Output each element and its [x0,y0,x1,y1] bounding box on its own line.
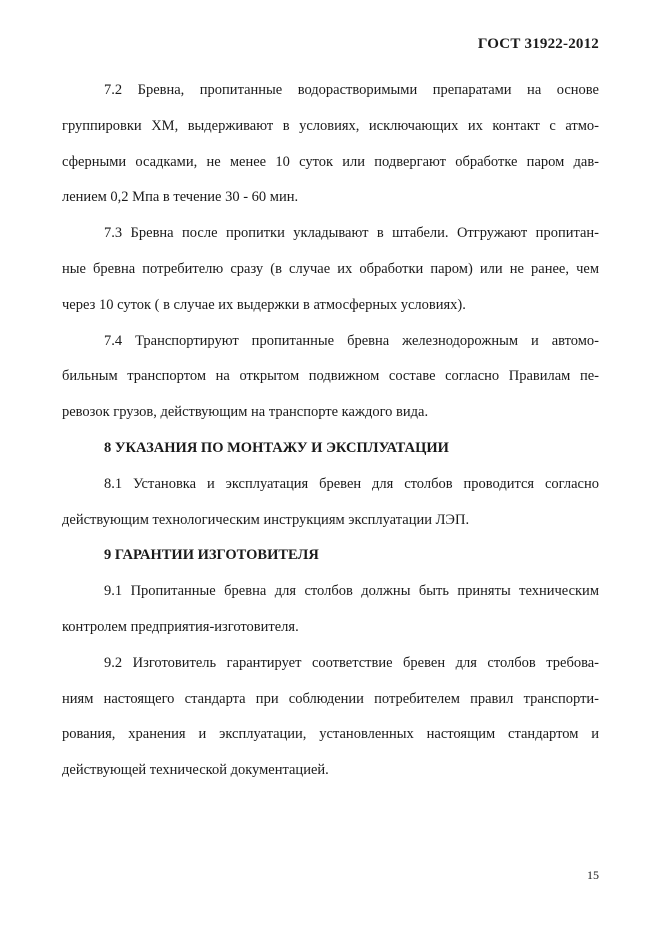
paragraph-8-1 [62,467,599,539]
paragraph-line: лением 0,2 Мпа в течение 30 - 60 мин. [62,189,299,206]
section-heading-8: 8 УКАЗАНИЯ ПО МОНТАЖУ И ЭКСПЛУАТАЦИИ [104,439,449,456]
paragraph-line: группировки ХМ, выдерживают в условиях, исключающих их контакт с атмо- [62,117,599,134]
paragraph-line: 9.1 Пропитанные бревна для столбов должны быть приняты техническим [104,583,599,600]
section-heading-9: 9 ГАРАНТИИ ИЗГОТОВИТЕЛЯ [104,547,319,564]
paragraph-7-4 [62,324,599,431]
paragraph-line: действующим технологическим инструкциям эксплуатации ЛЭП. [62,511,470,528]
paragraph-9-1 [62,574,599,646]
paragraph-line: рования, хранения и эксплуатации, установленных настоящим стандартом и [62,726,599,743]
paragraph-line: 7.2 Бревна, пропитанные водорастворимыми препаратами на основе [104,82,599,98]
paragraph-line: бильным транспортом на открытом подвижном составе согласно Правилам пе- [62,368,599,385]
paragraph-line: ревозок грузов, действующим на транспорте каждого вида. [62,404,429,421]
paragraph-line: 8.1 Установка и эксплуатация бревен для столбов проводится согласно [104,475,599,492]
paragraph-line: ные бревна потребителю сразу (в случае их обработки паром) или не ранее, чем [62,260,599,277]
paragraph-line: через 10 суток ( в случае их выдержки в атмосферных условиях). [62,296,466,313]
document-body [62,73,599,789]
paragraph-9-2 [62,646,599,789]
paragraph-line: контролем предприятия-изготовителя. [62,618,299,635]
paragraph-7-3 [62,216,599,323]
paragraph-line: действующей технической документацией. [62,762,329,779]
document-code: ГОСТ 31922-2012 [477,36,599,52]
page-number: 15 [587,868,599,882]
paragraph-line: 7.4 Транспортируют пропитанные бревна железнодорожным и автомо- [104,332,599,349]
paragraph-7-2 [62,73,599,216]
paragraph-line: ниям настоящего стандарта при соблюдении потребителем правил транспорти- [62,690,599,707]
paragraph-line: 7.3 Бревна после пропитки укладывают в штабели. Отгружают пропитан- [104,225,599,242]
paragraph-line: 9.2 Изготовитель гарантирует соответствие бревен для столбов требова- [104,654,599,671]
paragraph-line: сферными осадками, не менее 10 суток или подвергают обработке паром дав- [62,153,599,170]
